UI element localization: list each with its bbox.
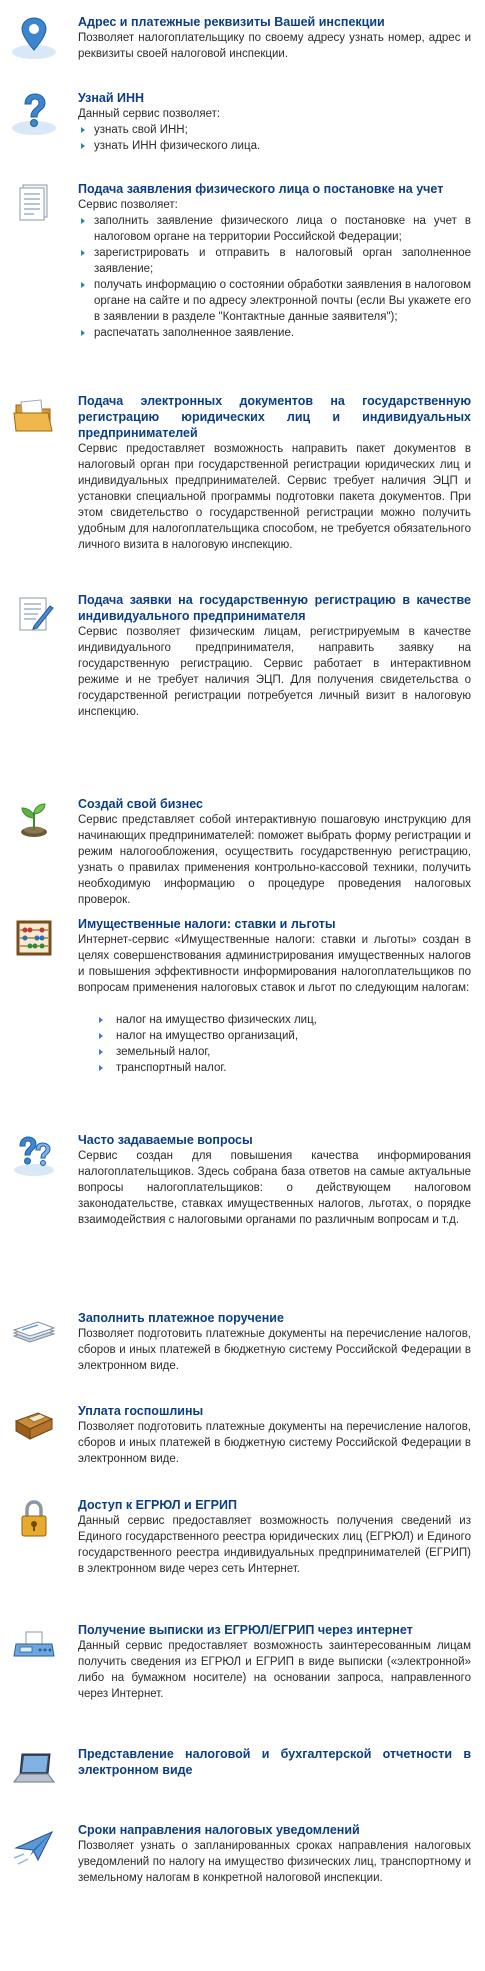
- question-icon: [8, 90, 60, 138]
- paper-plane-icon: [8, 1822, 60, 1870]
- service-title-link[interactable]: Заполнить платежное поручение: [78, 1311, 284, 1325]
- service-description: Позволяет подготовить платежные документы на перечисление налогов, сборов и иных платежей в бюджетную систему Российской Федерации в электронном виде.: [78, 1421, 471, 1465]
- list-item: получать информацию о состоянии обработки заявления в налоговом органе на сайте и по адресу электронной почты (если Вы укажете его в заявлении в разделе "Контактные данные заявителя");: [94, 279, 471, 323]
- laptop-icon: [8, 1746, 60, 1794]
- service-description: Данный сервис предоставляет возможность получения сведений из Единого государственного реестра юридических лиц (ЕГРЮЛ) и Единого государственного реестра индивидуальных предпринимателей (ЕГРИП) в электронном виде через сеть Интернет.: [78, 1515, 471, 1575]
- service-description: Позволяет налогоплательщику по своему адресу узнать номер, адрес и реквизиты своей налоговой инспекции.: [78, 32, 471, 60]
- map-pin-icon: [8, 14, 60, 62]
- list-item: заполнить заявление физического лица о постановке на учет в налоговом органе на территории Российской Федерации;: [94, 215, 471, 243]
- service-title-link[interactable]: Сроки направления налоговых уведомлений: [78, 1823, 360, 1837]
- service-title-link[interactable]: Уплата госпошлины: [78, 1404, 204, 1418]
- padlock-icon: [8, 1497, 60, 1545]
- service-description: Сервис создан для повышения качества информирования налогоплательщиков. Здесь собрана база ответов на самые актуальные вопросы налогоплательщиков: о действующем налоговом законодательстве, ставках имущественных налогов, льготах, о порядке взаимодействия с налоговыми органами по различным вопросам и т.д.: [78, 1150, 471, 1226]
- abacus-icon: [8, 916, 60, 964]
- fax-icon: [8, 1622, 60, 1670]
- service-title-link[interactable]: Доступ к ЕГРЮЛ и ЕГРИП: [78, 1498, 237, 1512]
- service-title-link[interactable]: Часто задаваемые вопросы: [78, 1133, 253, 1147]
- service-description: Сервис предоставляет возможность направить пакет документов в налоговый орган при государственной регистрации юридических лиц и индивидуальных предпринимателей. Сервис требует наличия ЭЦП и установки специальной программы подготовки пакета документов. При этом свидетельство о государственной регистрации можно получить удобным для налогоплательщика способом, не требуется обязательного личного визита в налоговую инспекцию.: [78, 443, 471, 551]
- list-item: налог на имущество физических лиц,: [116, 1012, 471, 1028]
- service-description: Данный сервис позволяет:: [78, 108, 221, 120]
- service-description: Сервис позволяет физическим лицам, регистрируемым в качестве индивидуального предпринимателя, направить заявку на государственную регистрацию. Сервис работает в интерактивном режиме и не требует наличия ЭЦП. Для получения свидетельства о государственной регистрации потребуется личный визит в налоговую инспекцию.: [78, 626, 471, 718]
- service-title-link[interactable]: Имущественные налоги: ставки и льготы: [78, 917, 336, 931]
- wallet-icon: [8, 1403, 60, 1451]
- service-title-link[interactable]: Подача заявления физического лица о постановке на учет: [78, 182, 444, 196]
- service-title-link[interactable]: Адрес и платежные реквизиты Вашей инспекции: [78, 15, 385, 29]
- service-title-link[interactable]: Получение выписки из ЕГРЮЛ/ЕГРИП через интернет: [78, 1623, 413, 1637]
- paper-stack-icon: [8, 1310, 60, 1358]
- list-item: узнать ИНН физического лица.: [94, 138, 471, 154]
- faq-question-icon: [8, 1132, 60, 1180]
- list-item: земельный налог,: [116, 1044, 471, 1060]
- service-title-link[interactable]: Создай свой бизнес: [78, 797, 203, 811]
- list-item: налог на имущество организаций,: [116, 1028, 471, 1044]
- form-pen-icon: [8, 592, 60, 640]
- list-item: узнать свой ИНН;: [94, 122, 471, 138]
- service-description: Сервис представляет собой интерактивную пошаговую инструкцию для начинающих предпринимателей: поможет выбрать форму регистрации и режим налогообложения, осуществить государственную регистрацию, узнать о правилах применения контрольно-кассовой техники, получить необходимую информацию о процедуре проведения налоговых проверок.: [78, 814, 471, 906]
- service-title-link[interactable]: Представление налоговой и бухгалтерской отчетности в электронном виде: [78, 1747, 471, 1777]
- list-item: зарегистрировать и отправить в налоговый орган заполненное заявление;: [94, 247, 471, 275]
- sprout-icon: [8, 796, 60, 844]
- service-description: Интернет-сервис «Имущественные налоги: ставки и льготы» создан в целях совершенствования администрирования имущественных налогов и повышения эффективности информирования налогоплательщиков по вопросам применения налоговых ставок и льгот по следующим налогам:: [78, 934, 471, 994]
- service-description: Сервис позволяет:: [78, 199, 178, 211]
- folder-icon: [8, 393, 60, 441]
- service-title-link[interactable]: Подача заявки на государственную регистрацию в качестве индивидуального предпринимателя: [78, 593, 471, 623]
- service-title-link[interactable]: Подача электронных документов на государственную регистрацию юридических лиц и индивидуальных предпринимателей: [78, 394, 471, 440]
- service-description: Данный сервис предоставляет возможность заинтересованным лицам получить сведения из ЕГРЮЛ и ЕГРИП в виде выписки («электронной» либо на бумажном носителе) на основании запроса, направленного через Интернет.: [78, 1640, 471, 1700]
- document-icon: [8, 181, 60, 229]
- list-item: распечатать заполненное заявление.: [94, 325, 471, 341]
- service-description: Позволяет узнать о запланированных сроках направления налоговых уведомлений по налогу на имущество физических лиц, транспортному и земельному налогам в конкретной налоговой инспекции.: [78, 1840, 471, 1884]
- service-description: Позволяет подготовить платежные документы на перечисление налогов, сборов и иных платежей в бюджетную систему Российской Федерации в электронном виде.: [78, 1328, 471, 1372]
- list-item: транспортный налог.: [116, 1060, 471, 1076]
- service-title-link[interactable]: Узнай ИНН: [78, 91, 145, 105]
